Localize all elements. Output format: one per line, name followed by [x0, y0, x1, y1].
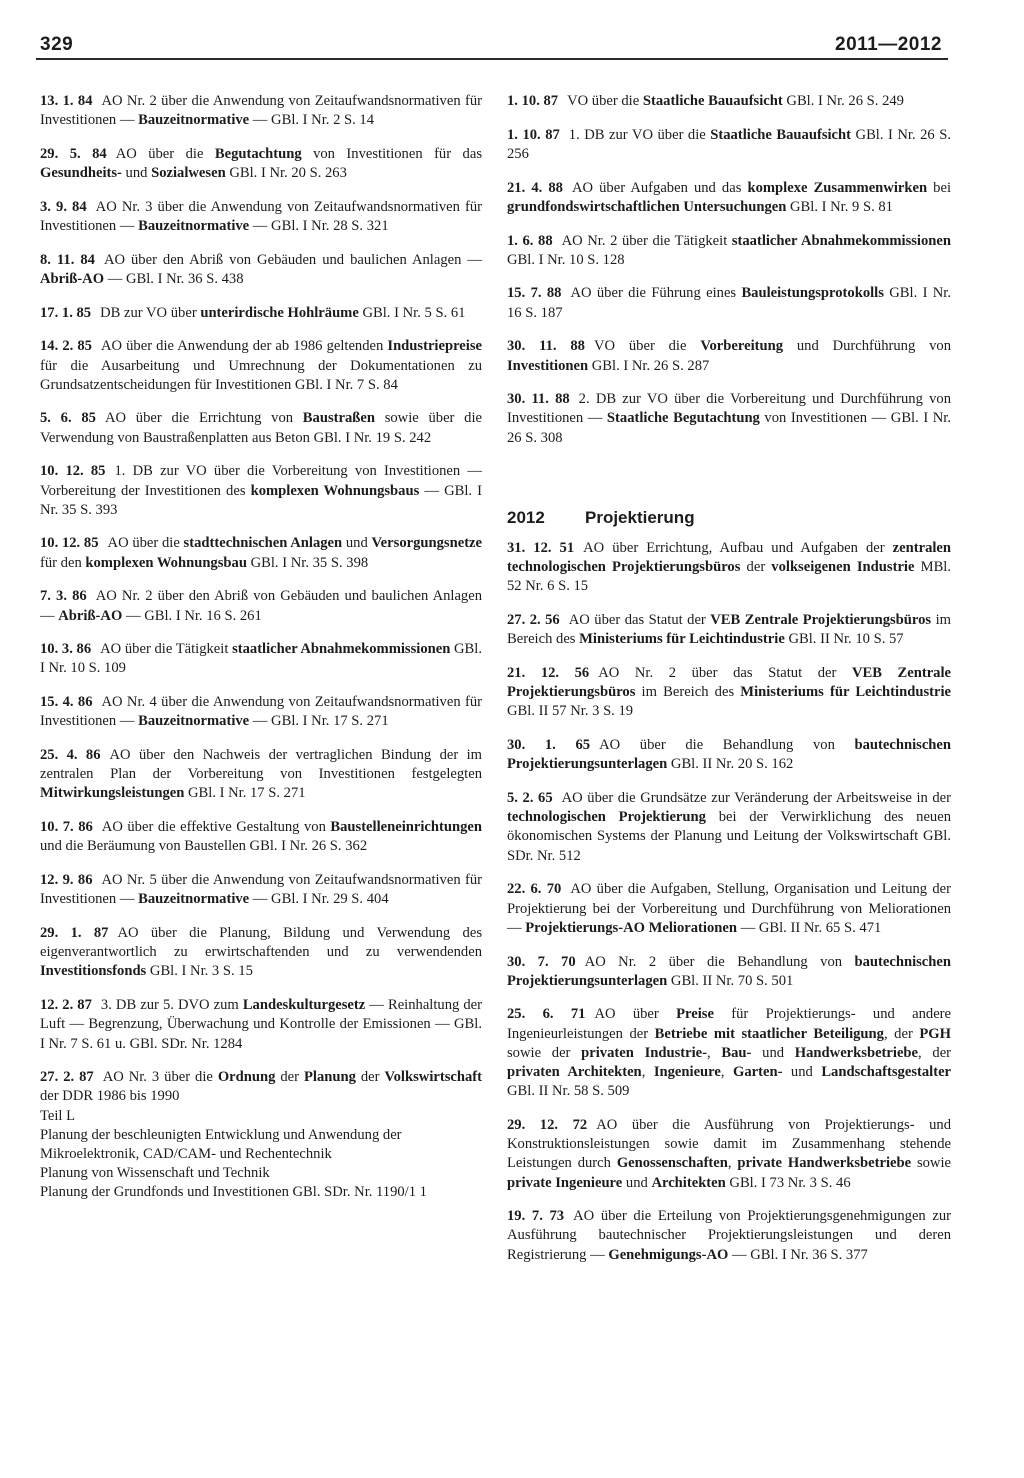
- register-entry: [507, 179, 951, 217]
- entry-text: AO über den Abriß von Gebäuden und baulichen Anlagen —: [103, 251, 482, 268]
- entry-text: GBl. I Nr. 10 S. 128: [507, 251, 625, 268]
- entry-text: AO Nr. 2 über die Anwendung von Zeitaufwandsnormativen für Investitionen —: [40, 93, 482, 129]
- entry-date: 10. 3. 86: [40, 641, 92, 658]
- register-entry: [40, 251, 482, 289]
- entry-date: 27. 2. 56: [507, 612, 560, 629]
- entry-text: AO über die Tätigkeit: [100, 641, 233, 658]
- entry-text: AO über: [594, 1006, 677, 1023]
- entry-text: 1. DB zur VO über die: [568, 126, 711, 143]
- entry-text: AO über die effektive Gestaltung von: [101, 819, 331, 836]
- right-entries-top: [507, 92, 951, 448]
- entry-text: — GBl. I Nr. 36 S. 377: [728, 1246, 868, 1263]
- entry-text: der DDR 1986 bis 1990: [40, 1088, 180, 1105]
- entry-text: ,: [727, 1155, 738, 1172]
- entry-subline: Planung der beschleunigten Entwicklung und Anwendung der Mikroelektronik, CAD/CAM- und Rechentechnik: [40, 1126, 402, 1163]
- running-head: 2011—2012: [835, 34, 942, 55]
- entry-keyword: stadttechnischen Anlagen: [183, 535, 343, 552]
- entry-keyword: Preise: [676, 1006, 714, 1023]
- register-entry: [507, 539, 951, 597]
- entry-keyword: PGH: [919, 1025, 951, 1042]
- entry-text: GBl. II Nr. 10 S. 57: [784, 631, 904, 648]
- entry-text: AO über die Anwendung der ab 1986 geltenden: [100, 338, 388, 355]
- register-entry: [40, 145, 482, 183]
- entry-text: von Investitionen — GBl. I Nr. 26 S. 308: [507, 410, 951, 446]
- entry-text: — GBl. I Nr. 29 S. 404: [249, 891, 389, 908]
- entry-date: 17. 1. 85: [40, 304, 92, 321]
- entry-text: AO über die: [107, 535, 184, 552]
- entry-subline: Teil L: [40, 1107, 76, 1124]
- entry-keyword: Abriß-AO: [58, 607, 123, 624]
- entry-keyword: privaten Architekten: [507, 1064, 642, 1081]
- entry-keyword: komplexen Wohnungsbau: [85, 554, 247, 571]
- entry-text: für den: [40, 554, 86, 571]
- entry-date: 10. 12. 85: [40, 463, 106, 480]
- entry-keyword: grundfondswirtschaftlichen Untersuchungen: [507, 198, 787, 215]
- entry-date: 25. 6. 71: [507, 1006, 586, 1023]
- header-rule: [36, 58, 948, 60]
- entry-text: für Projektierungs- und andere Ingenieurleistungen der: [507, 1006, 952, 1042]
- entry-keyword: bautechnischen Projektierungsunterlagen: [507, 737, 952, 773]
- section-heading: [507, 508, 951, 527]
- section-number: 2012: [507, 507, 545, 527]
- entry-text: AO über die Planung, Bildung und Verwendung des eigenverantwortlich zu erwirtschaftenden und zu verwendenden: [40, 925, 482, 961]
- entry-keyword: Bauzeitnormative: [138, 713, 250, 730]
- entry-keyword: Betriebe mit staatlicher Beteiligung: [654, 1025, 884, 1042]
- entry-text: AO über die: [115, 145, 215, 162]
- register-entry: [40, 746, 482, 804]
- entry-date: 30. 11. 88: [507, 391, 570, 408]
- entry-keyword: Industriepreise: [387, 338, 482, 355]
- entry-text: GBl. II Nr. 58 S. 509: [507, 1083, 630, 1100]
- entry-keyword: Bauzeitnormative: [138, 891, 250, 908]
- entry-date: 15. 7. 88: [507, 285, 562, 302]
- entry-keyword: Projektierungs-AO Meliorationen: [525, 919, 737, 936]
- register-entry: [507, 1207, 951, 1265]
- entry-text: und: [622, 1174, 652, 1191]
- entry-keyword: Ministeriums für Leichtindustrie: [579, 631, 785, 648]
- entry-date: 29. 5. 84: [40, 145, 107, 162]
- entry-keyword: privaten Industrie-: [581, 1044, 708, 1061]
- entry-keyword: Vorbereitung: [700, 338, 784, 355]
- entry-text: — GBl. II Nr. 65 S. 471: [736, 919, 882, 936]
- entry-text: AO über das Statut der: [568, 612, 711, 629]
- register-entry: [507, 953, 951, 991]
- register-entry: [40, 640, 482, 678]
- entry-text: — GBl. I Nr. 35 S. 393: [40, 482, 482, 518]
- entry-text: AO über Errichtung, Aufbau und Aufgaben der: [583, 540, 893, 557]
- entry-text: GBl. I Nr. 9 S. 81: [786, 198, 893, 215]
- entry-text: AO Nr. 2 über die Tätigkeit: [561, 232, 732, 249]
- register-entry: [40, 1068, 482, 1202]
- entry-text: bei: [927, 179, 951, 196]
- entry-keyword: Baustelleneinrichtungen: [330, 819, 482, 836]
- register-entry: [507, 789, 951, 866]
- entry-date: 5. 6. 85: [40, 410, 96, 427]
- entry-text: AO über die Aufgaben, Stellung, Organisation und Leitung der Projektierung bei der Vorbereitung und Durchführung von Meliorationen —: [507, 881, 951, 936]
- entry-keyword: Staatliche Bauaufsicht: [642, 93, 783, 109]
- entry-text: ,: [641, 1064, 654, 1081]
- register-entry: [40, 996, 482, 1054]
- entry-keyword: VEB Zentrale Projektierungsbüros: [507, 665, 952, 701]
- entry-text: im Bereich des: [635, 684, 741, 701]
- register-entry: [40, 409, 482, 447]
- entry-text: AO über die Ausführung von Projektierungs- und Konstruktionsleistungen sowie damit im Zusammenhang stehende Leistungen durch: [507, 1116, 952, 1172]
- entry-text: VO über die: [567, 93, 643, 109]
- entry-text: — GBl. I Nr. 28 S. 321: [249, 218, 389, 235]
- entry-date: 10. 7. 86: [40, 819, 93, 836]
- entry-keyword: Landeskulturgesetz: [242, 997, 366, 1014]
- entry-date: 1. 6. 88: [507, 232, 553, 249]
- entry-text: ,: [707, 1044, 722, 1061]
- entry-text: AO Nr. 5 über die Anwendung von Zeitaufwandsnormativen für Investitionen —: [40, 872, 482, 908]
- entry-keyword: Investitionsfonds: [40, 963, 147, 980]
- entry-date: 30. 11. 88: [507, 338, 585, 355]
- entry-keyword: Landschaftsgestalter: [821, 1064, 952, 1081]
- entry-keyword: Bauzeitnormative: [138, 218, 250, 235]
- entry-text: GBl. II 57 Nr. 3 S. 19: [507, 703, 634, 720]
- register-entry: [40, 92, 482, 130]
- entry-text: AO über die Grundsätze zur Veränderung der Arbeitsweise in der: [561, 790, 952, 807]
- entry-date: 3. 9. 84: [40, 198, 87, 215]
- register-entry: [40, 198, 482, 236]
- entry-keyword: Ministeriums für Leichtindustrie: [740, 684, 951, 701]
- register-entry: [40, 924, 482, 982]
- entry-date: 27. 2. 87: [40, 1069, 94, 1086]
- entry-keyword: Bauleistungsprotokolls: [741, 285, 884, 302]
- entry-date: 8. 11. 84: [40, 251, 95, 268]
- entry-date: 21. 4. 88: [507, 179, 563, 196]
- entry-text: GBl. II Nr. 20 S. 162: [667, 756, 794, 773]
- register-entry: [40, 871, 482, 909]
- register-entry: [40, 693, 482, 731]
- entry-date: 21. 12. 56: [507, 665, 590, 682]
- entry-keyword: private Ingenieure: [507, 1174, 623, 1191]
- entry-text: von Investitionen für das: [301, 145, 482, 162]
- entry-keyword: zentralen technologischen Projektierungsbüros: [507, 540, 952, 576]
- entry-keyword: Ordnung: [217, 1069, 276, 1086]
- entry-text: GBl. I Nr. 5 S. 61: [358, 304, 466, 321]
- entry-text: AO Nr. 4 über die Anwendung von Zeitaufwandsnormativen für Investitionen —: [40, 694, 482, 730]
- entry-keyword: Genossenschaften: [616, 1155, 728, 1172]
- entry-text: GBl. I Nr. 26 S. 287: [588, 357, 710, 374]
- entry-date: 5. 2. 65: [507, 790, 553, 807]
- entry-keyword: technologischen Projektierung: [507, 809, 706, 826]
- register-entry: [40, 587, 482, 625]
- register-entry: [507, 611, 951, 649]
- entry-text: AO Nr. 2 über den Abriß von Gebäuden und baulichen Anlagen —: [40, 588, 483, 624]
- entry-keyword: staatlicher Abnahmekommissionen: [731, 232, 951, 249]
- entry-text: bei der Verwirklichung des neuen ökonomischen Systems der Planung und Leitung der Volkswirtschaft GBl. SDr. Nr. 512: [507, 809, 951, 864]
- entry-text: GBl. I Nr. 20 S. 263: [225, 165, 347, 182]
- register-entry: [40, 534, 482, 572]
- entry-date: 29. 12. 72: [507, 1116, 588, 1133]
- entry-date: 13. 1. 84: [40, 93, 93, 109]
- entry-text: und: [342, 535, 372, 552]
- entry-text: MBl. 52 Nr. 6 S. 15: [507, 559, 952, 595]
- entry-text: AO über die Führung eines: [570, 285, 742, 302]
- entry-subline: Planung von Wissenschaft und Technik: [40, 1165, 270, 1182]
- register-entry: [40, 462, 482, 520]
- right-entries-bottom: [507, 539, 951, 1265]
- entry-keyword: Bau-: [721, 1044, 752, 1061]
- entry-keyword: Volkswirtschaft: [384, 1069, 483, 1086]
- entry-text: GBl. I Nr. 35 S. 398: [246, 554, 369, 571]
- entry-text: der: [355, 1069, 385, 1086]
- entry-text: — GBl. I Nr. 16 S. 261: [122, 607, 262, 624]
- entry-keyword: komplexe Zusammenwirken: [747, 179, 928, 196]
- entry-text: GBl. II Nr. 70 S. 501: [667, 972, 794, 989]
- register-entry: [507, 126, 951, 164]
- entry-date: 22. 6. 70: [507, 881, 562, 898]
- entry-keyword: Staatliche Bauaufsicht: [710, 126, 852, 143]
- entry-date: 12. 2. 87: [40, 997, 92, 1014]
- register-entry: [507, 1005, 951, 1101]
- entry-keyword: Begutachtung: [214, 145, 302, 162]
- entry-text: , der: [918, 1044, 952, 1061]
- register-entry: [40, 337, 482, 395]
- entry-text: sowie der: [507, 1044, 582, 1061]
- entry-text: AO Nr. 2 über die Behandlung von: [584, 953, 855, 970]
- entry-keyword: Baustraßen: [302, 410, 375, 427]
- entry-date: 10. 12. 85: [40, 535, 99, 552]
- entry-date: 25. 4. 86: [40, 747, 101, 764]
- register-entry: [40, 818, 482, 856]
- entry-text: der: [275, 1069, 304, 1086]
- entry-text: sowie über die Verwendung von Baustraßenplatten aus Beton GBl. I Nr. 19 S. 242: [40, 410, 482, 446]
- entry-keyword: Investitionen: [507, 357, 589, 374]
- register-entry: [507, 880, 951, 938]
- entry-keyword: Bauzeitnormative: [138, 112, 250, 129]
- entry-text: , der: [883, 1025, 920, 1042]
- entry-text: AO über die Erteilung von Projektierungsgenehmigungen zur Ausführung bautechnischer Projektierungsleistungen und deren Registrierung —: [507, 1208, 951, 1263]
- entry-date: 30. 1. 65: [507, 737, 591, 754]
- entry-date: 7. 3. 86: [40, 588, 87, 605]
- register-entry: [40, 304, 482, 323]
- entry-date: 29. 1. 87: [40, 925, 109, 941]
- entry-text: GBl. I Nr. 10 S. 109: [40, 641, 482, 677]
- entry-text: und: [751, 1044, 795, 1061]
- section-title: Projektierung: [585, 507, 695, 527]
- right-column: [507, 92, 951, 1279]
- register-entry: [507, 337, 951, 375]
- entry-keyword: Ingenieure: [653, 1064, 721, 1081]
- entry-date: 31. 12. 51: [507, 540, 575, 557]
- entry-text: — GBl. I Nr. 2 S. 14: [249, 112, 375, 129]
- entry-keyword: Versorgungsnetze: [371, 535, 483, 552]
- entry-keyword: VEB Zentrale Projektierungsbüros: [710, 612, 932, 629]
- entry-text: der: [740, 559, 772, 576]
- entry-text: GBl. I 73 Nr. 3 S. 46: [725, 1174, 851, 1191]
- entry-text: VO über die: [593, 338, 701, 355]
- entry-date: 1. 10. 87: [507, 126, 560, 143]
- page-number: 329: [40, 34, 74, 55]
- entry-text: 2. DB zur VO über die Vorbereitung und Durchführung von Investitionen —: [507, 391, 951, 427]
- register-entry: [507, 284, 951, 322]
- entry-text: und: [782, 1064, 822, 1081]
- entry-keyword: komplexen Wohnungsbaus: [250, 482, 420, 499]
- entry-text: AO Nr. 2 über das Statut der: [598, 665, 852, 682]
- register-entry: [507, 92, 951, 111]
- entry-text: — Reinhaltung der Luft — Begrenzung, Überwachung und Kontrolle der Emissionen — GBl. I Nr. 7 S. 61 u. GBl. SDr. Nr. 1284: [40, 997, 482, 1052]
- entry-keyword: Handwerksbetriebe: [794, 1044, 919, 1061]
- entry-text: AO über Aufgaben und das: [571, 179, 748, 196]
- entry-keyword: volkseigenen Industrie: [771, 559, 915, 576]
- entry-text: 1. DB zur VO über die Vorbereitung von Investitionen — Vorbereitung der Investitionen des: [40, 463, 482, 499]
- entry-keyword: Architekten: [651, 1174, 726, 1191]
- entry-keyword: Garten-: [733, 1064, 783, 1081]
- entry-text: GBl. I Nr. 26 S. 249: [782, 93, 904, 109]
- left-column: [40, 92, 482, 1217]
- entry-keyword: Sozialwesen: [151, 165, 226, 182]
- entry-keyword: Mitwirkungsleistungen: [40, 785, 185, 802]
- entry-subline: Planung der Grundfonds und Investitionen GBl. SDr. Nr. 1190/1 1: [40, 1184, 427, 1201]
- register-entry: [507, 736, 951, 774]
- entry-keyword: Abriß-AO: [40, 270, 105, 287]
- entry-text: ,: [720, 1064, 733, 1081]
- register-entry: [507, 1116, 951, 1193]
- entry-keyword: Planung: [303, 1069, 356, 1086]
- register-entry: [507, 664, 951, 722]
- entry-text: DB zur VO über: [100, 304, 201, 321]
- entry-text: und die Beräumung von Baustellen GBl. I Nr. 26 S. 362: [40, 838, 368, 855]
- entry-text: AO über die Errichtung von: [104, 410, 303, 427]
- entry-keyword: staatlicher Abnahmekommissionen: [232, 641, 451, 658]
- entry-text: im Bereich des: [507, 612, 951, 648]
- entry-date: 15. 4. 86: [40, 694, 93, 711]
- entry-text: 3. DB zur 5. DVO zum: [100, 997, 243, 1014]
- entry-text: und Durchführung von: [783, 338, 951, 355]
- entry-keyword: Genehmigungs-AO: [608, 1246, 729, 1263]
- entry-keyword: Gesundheits-: [40, 165, 122, 182]
- entry-date: 1. 10. 87: [507, 93, 559, 109]
- entry-text: für die Ausarbeitung und Umrechnung der Dokumentationen zu Grundsatzentscheidungen für Investitionen GBl. I Nr. 7 S. 84: [40, 357, 482, 393]
- entry-keyword: unterirdische Hohlräume: [200, 304, 359, 321]
- entry-date: 14. 2. 85: [40, 338, 92, 355]
- entry-text: AO über die Behandlung von: [599, 737, 855, 754]
- entry-date: 12. 9. 86: [40, 872, 93, 889]
- entry-text: GBl. I Nr. 3 S. 15: [146, 963, 253, 980]
- entry-text: AO Nr. 3 über die: [102, 1069, 218, 1086]
- register-entry: [507, 232, 951, 270]
- entry-date: 19. 7. 73: [507, 1208, 565, 1225]
- entry-keyword: private Handwerksbetriebe: [737, 1155, 912, 1172]
- entry-text: und: [121, 165, 152, 182]
- entry-text: AO über den Nachweis der vertraglichen Bindung der im zentralen Plan der Vorbereitung von Investitionen festgelegten: [40, 747, 482, 783]
- entry-text: — GBl. I Nr. 17 S. 271: [249, 713, 389, 730]
- entry-text: GBl. I Nr. 17 S. 271: [184, 785, 306, 802]
- entry-keyword: bautechnischen Projektierungsunterlagen: [507, 953, 951, 989]
- entry-text: GBl. I Nr. 26 S. 256: [507, 126, 951, 162]
- entry-text: sowie: [911, 1155, 951, 1172]
- entry-date: 30. 7. 70: [507, 953, 576, 970]
- register-entry: [507, 390, 951, 448]
- entry-text: AO Nr. 3 über die Anwendung von Zeitaufwandsnormativen für Investitionen —: [40, 198, 483, 235]
- entry-text: GBl. I Nr. 16 S. 187: [507, 285, 952, 321]
- entry-text: — GBl. I Nr. 36 S. 438: [104, 270, 244, 287]
- entry-keyword: Staatliche Begutachtung: [606, 410, 760, 427]
